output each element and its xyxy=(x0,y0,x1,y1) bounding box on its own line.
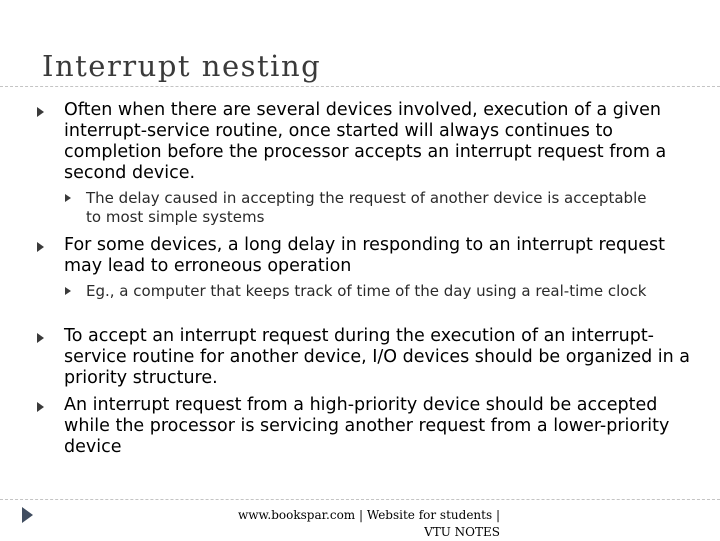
footer-line-2: VTU NOTES xyxy=(424,525,500,539)
slide-title: Interrupt nesting xyxy=(42,49,322,83)
sub-bullet-arrow-icon xyxy=(65,287,71,295)
bullet-arrow-icon xyxy=(37,242,44,252)
bullet-text: For some devices, a long delay in responding to an interrupt request may lead to erroneous operation xyxy=(64,235,665,276)
footer xyxy=(220,507,500,541)
bullet-arrow-icon xyxy=(37,402,44,412)
next-slide-arrow-icon[interactable] xyxy=(22,507,33,523)
bullet-item xyxy=(64,326,692,389)
sub-bullet-text: Eg., a computer that keeps track of time of the day using a real-time clock xyxy=(86,282,647,300)
bullet-arrow-icon xyxy=(37,107,44,117)
sub-bullet-item xyxy=(86,189,666,227)
sub-bullet-item xyxy=(86,282,666,301)
bullet-item xyxy=(64,395,692,458)
bullet-item xyxy=(64,235,692,277)
sub-bullet-text: The delay caused in accepting the request of another device is acceptable to most simple systems xyxy=(86,189,647,226)
bullet-arrow-icon xyxy=(37,333,44,343)
bullet-text: Often when there are several devices involved, execution of a given interrupt-service routine, once started will always continues to completion before the processor accepts an interrupt request from a second device. xyxy=(64,100,667,183)
footer-divider xyxy=(0,499,720,500)
bullet-text: To accept an interrupt request during the execution of an interrupt-service routine for another device, I/O devices should be organized in a priority structure. xyxy=(64,326,691,388)
bullet-item xyxy=(64,100,692,184)
footer-line-1: www.bookspar.com | Website for students | xyxy=(238,508,500,522)
title-divider xyxy=(0,86,720,87)
bullet-text: An interrupt request from a high-priority device should be accepted while the processor is servicing another request from a lower-priority device xyxy=(64,395,670,457)
sub-bullet-arrow-icon xyxy=(65,194,71,202)
